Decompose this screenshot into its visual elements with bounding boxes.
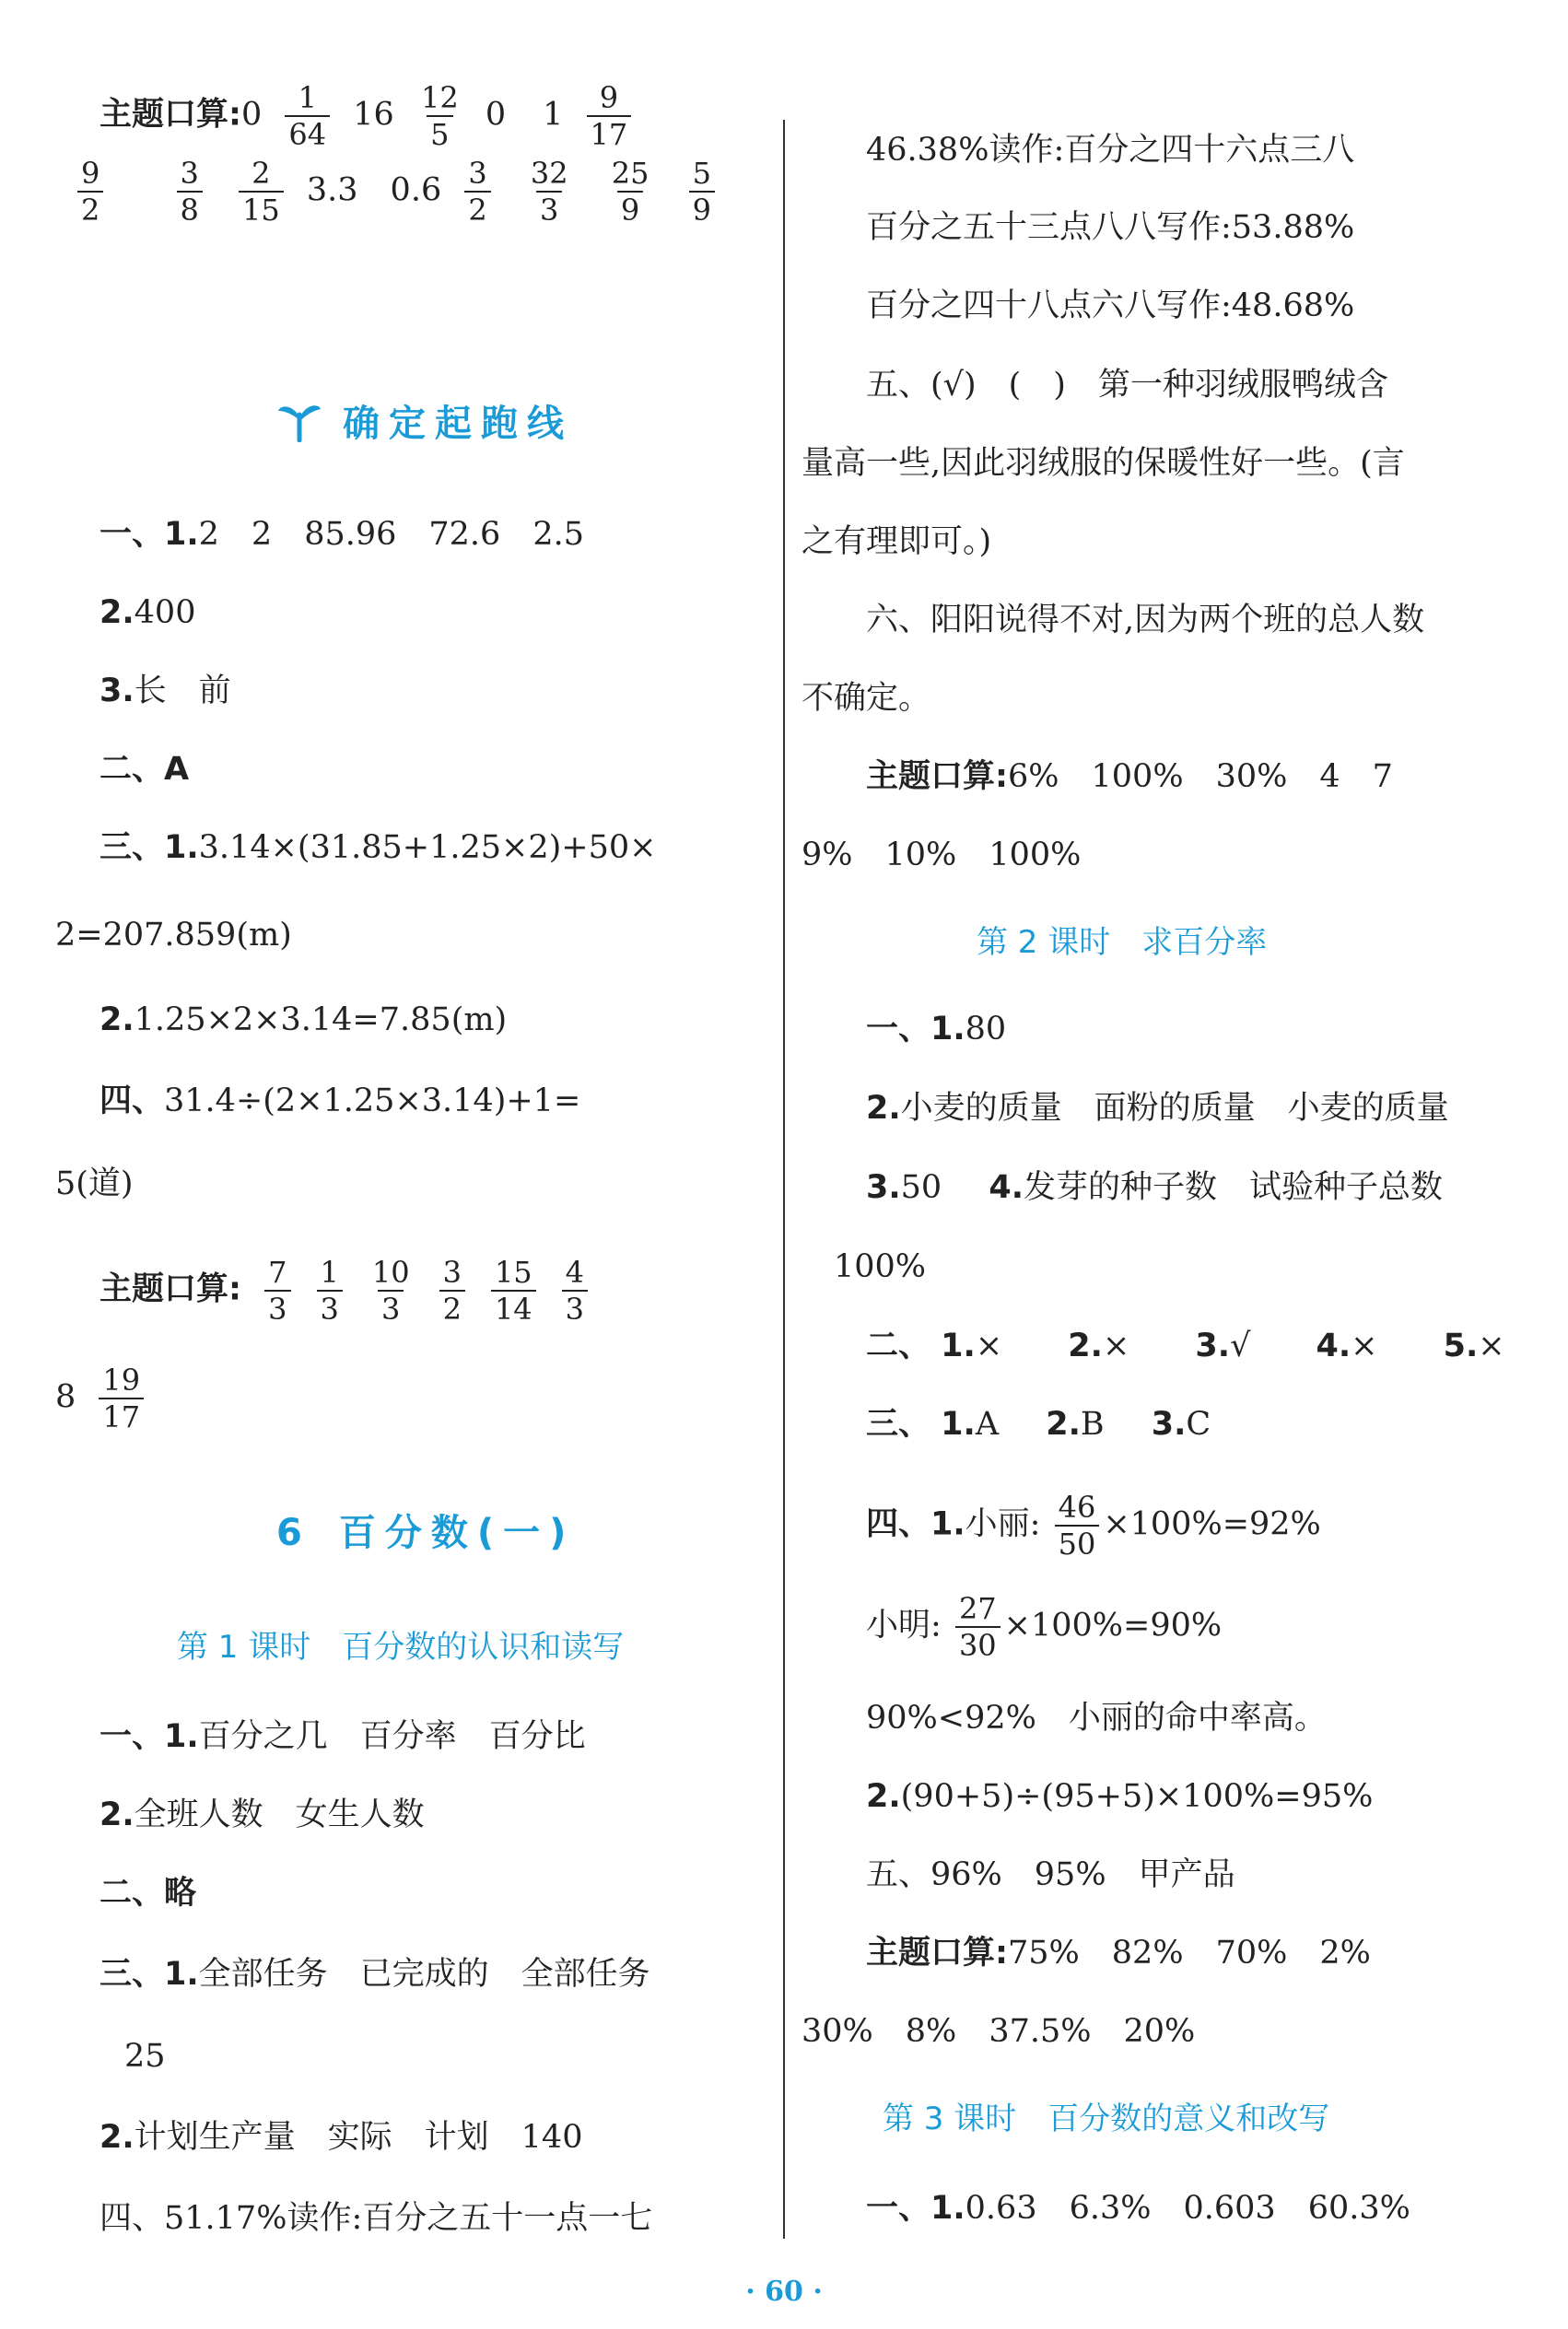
answer-1-3: 3.长 前 — [99, 673, 231, 709]
answer-4-cont: 5(道) — [55, 1165, 134, 1202]
kousuan-row-1: 主题口算:0 $\frac{1}{64}$ 16 $\frac{12}{5}$ 0 1 $\frac{9}{17}$ — [99, 83, 644, 149]
l1-answer-3-1: 三、1.全部任务 已完成的 全部任务 — [99, 1956, 650, 1993]
r-kousuan2-2: 30% 8% 37.5% 20% — [802, 2013, 1196, 2050]
l2-answer-2: 二、 1.× 2.× 3.√ 4.× 5.× — [866, 1328, 1505, 1364]
answer-3-1-cont: 2=207.859(m) — [55, 917, 292, 954]
r-line-2: 百分之五十三点八八写作:53.88% — [866, 209, 1355, 246]
fraction: $\frac{10}{3}$ — [371, 1255, 410, 1327]
answer-1-2: 2.400 — [99, 594, 196, 631]
r-line-3: 百分之四十八点六八写作:48.68% — [866, 287, 1355, 324]
lesson-1-title: 第 1 课时 百分数的认识和读写 — [177, 1629, 625, 1666]
r-line-5: 量高一些,因此羽绒服的保暖性好一些。(言 — [802, 445, 1405, 482]
answer-1-1: 一、1.2 2 85.96 72.6 2.5 — [99, 516, 584, 553]
answer-2: 二、A — [99, 751, 190, 788]
r-kousuan-1: 主题口算:6% 100% 30% 4 7 — [866, 758, 1393, 795]
answer-3-1: 三、1.3.14×(31.85+1.25×2)+50× — [99, 829, 657, 866]
l2-answer-4-1: 四、1.小丽: $\frac{46}{50}$ ×100%=92% — [866, 1490, 1321, 1562]
fraction: $\frac{4}{3}$ — [562, 1258, 588, 1324]
l1-answer-1-1: 一、1.百分之几 百分率 百分比 — [99, 1718, 586, 1755]
section-heading: 确定起跑线 — [276, 394, 573, 451]
kousuan-2-row-2: 8 $\frac{19}{17}$ — [55, 1365, 157, 1432]
l2-answer-4-2: 2.(90+5)÷(95+5)×100%=95% — [866, 1778, 1374, 1815]
r-line-7: 六、阳阳说得不对,因为两个班的总人数 — [866, 602, 1425, 638]
r-line-1: 46.38%读作:百分之四十六点三八 — [866, 132, 1355, 169]
l3-answer-1-1: 一、1.0.63 6.3% 0.603 60.3% — [866, 2190, 1410, 2227]
l1-answer-4: 四、51.17%读作:百分之五十一点一七 — [99, 2200, 653, 2237]
answer-3-2: 2.1.25×2×3.14=7.85(m) — [99, 1001, 508, 1038]
l2-answer-1-1: 一、1.80 — [866, 1011, 1007, 1047]
l2-answer-3: 三、 1.A 2.B 3.C — [866, 1406, 1211, 1443]
l2-answer-5: 五、96% 95% 甲产品 — [866, 1856, 1235, 1893]
l1-answer-3-1-cont: 25 — [124, 2038, 166, 2075]
l2-answer-4-cmp: 90%<92% 小丽的命中率高。 — [866, 1700, 1327, 1737]
fraction: $\frac{1}{3}$ — [317, 1258, 343, 1324]
kousuan-2-row-1: 主题口算: $\frac{7}{3}$ $\frac{1}{3}$ $\frac{10}{3}$ $\frac{3}{2}$ $\frac{15}{14}$ $\frac{4}{3}$ — [99, 1258, 601, 1324]
r-line-8: 不确定。 — [802, 680, 931, 717]
answer-4: 四、31.4÷(2×1.25×3.14)+1= — [99, 1083, 581, 1119]
lesson-2-title: 第 2 课时 求百分率 — [977, 924, 1268, 961]
r-line-6: 之有理即可。) — [802, 523, 992, 560]
r-kousuan-2: 9% 10% 100% — [802, 837, 1082, 873]
kousuan-row-2: $\frac{9}{2}$ $\frac{3}{8}$ $\frac{2}{15}$ 3.3 0.6 $\frac{3}{2}$ $\frac{32}{3}$ $\frac{25}{9}$ $\frac{5}{9}$ — [64, 158, 728, 225]
r-line-4: 五、(√) ( ) 第一种羽绒服鸭绒含 — [866, 367, 1388, 404]
l2-answer-1-3: 3.50 4.发芽的种子数 试验种子总数 — [866, 1169, 1444, 1206]
r-kousuan2-1: 主题口算:75% 82% 70% 2% — [866, 1935, 1371, 1972]
l2-answer-4-1b: 小明: $\frac{27}{30}$ ×100%=90% — [866, 1591, 1223, 1663]
fraction: $\frac{15}{14}$ — [491, 1258, 536, 1324]
fraction: $\frac{7}{3}$ — [264, 1258, 290, 1324]
column-divider — [783, 120, 785, 2239]
unit-heading: 6 百分数(一) — [276, 1512, 576, 1554]
fraction: $\frac{3}{2}$ — [439, 1258, 465, 1324]
l2-answer-1-2: 2.小麦的质量 面粉的质量 小麦的质量 — [866, 1090, 1449, 1127]
sprout-icon — [276, 400, 322, 451]
l1-answer-2: 二、略 — [99, 1875, 197, 1912]
l2-answer-1-cont: 100% — [834, 1248, 927, 1285]
l1-answer-1-2: 2.全班人数 女生人数 — [99, 1796, 425, 1833]
l1-answer-3-2: 2.计划生产量 实际 计划 140 — [99, 2119, 583, 2156]
page-number: · 60 · — [745, 2276, 823, 2308]
lesson-3-title: 第 3 课时 百分数的意义和改写 — [883, 2101, 1330, 2137]
